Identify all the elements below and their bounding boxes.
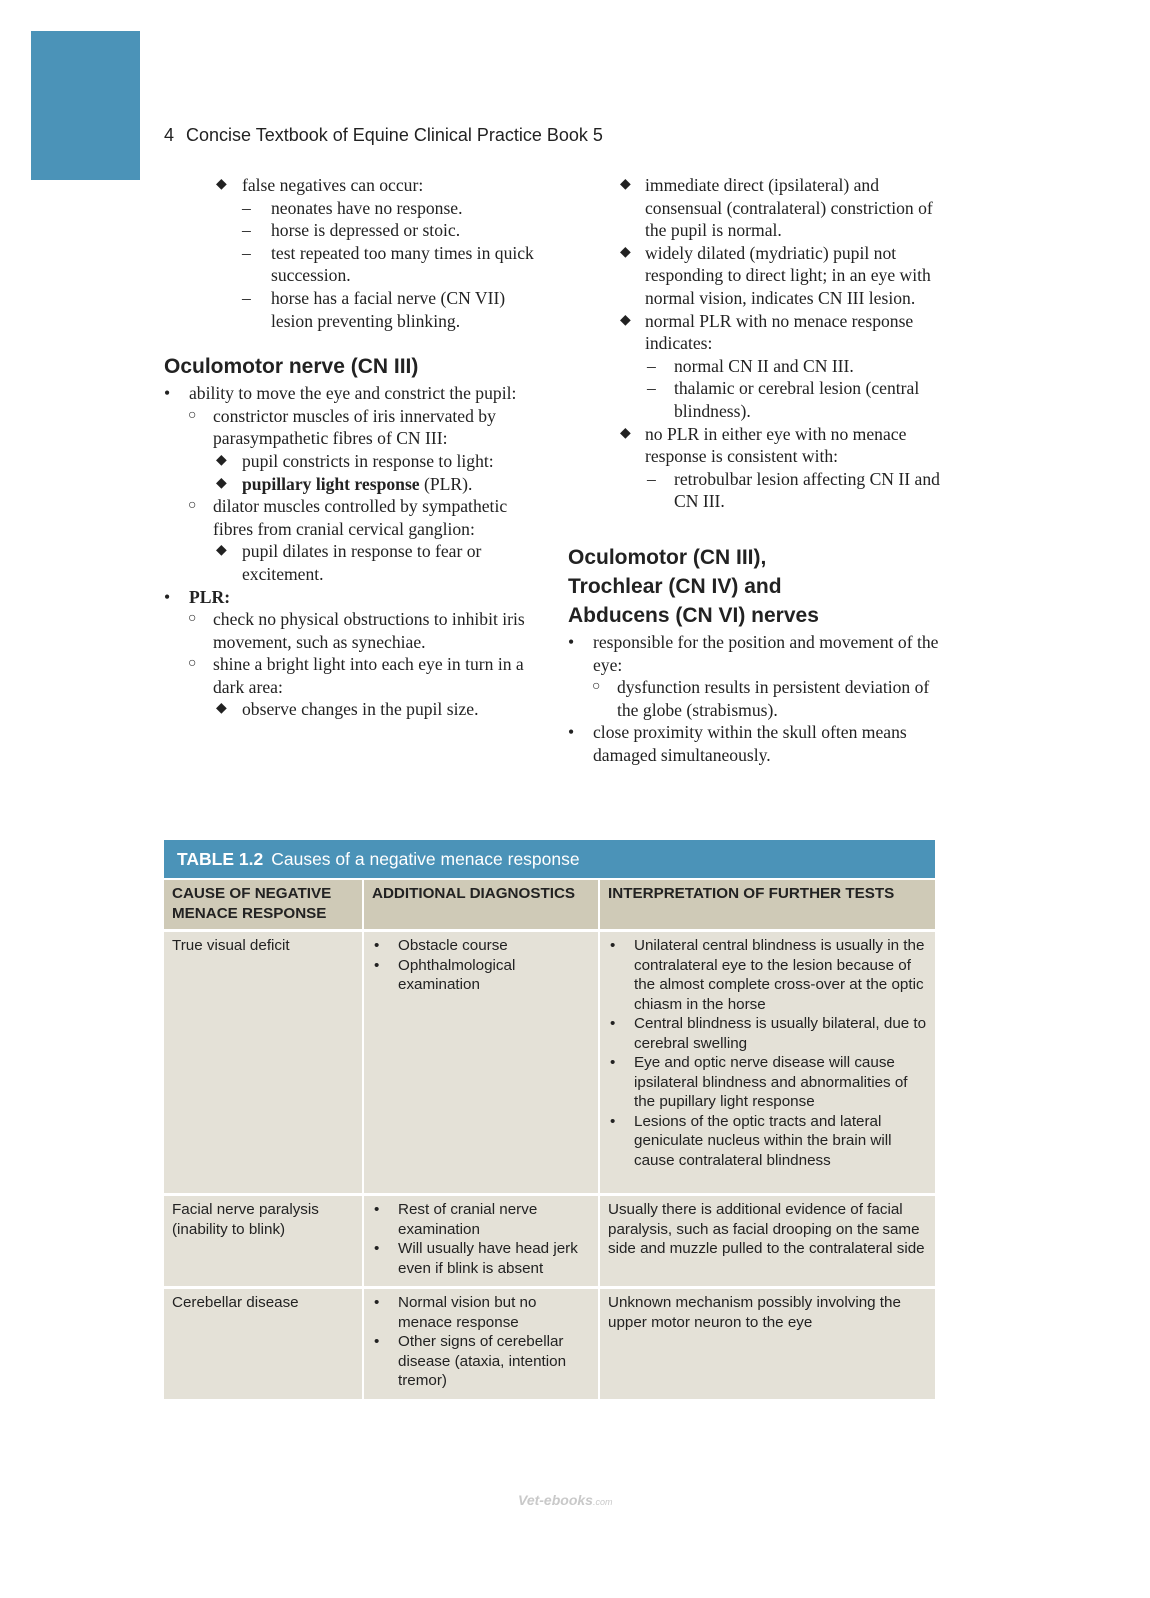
cause-cell: Facial nerve paralysis (inability to blink): [164, 1195, 363, 1288]
list-item: ◆ pupil dilates in response to fear or excitement.: [216, 541, 482, 584]
bullet-icon: •: [374, 937, 380, 954]
list-item: • ability to move the eye and constrict the pupil:: [164, 383, 517, 404]
list-item: – test repeated too many times in quick succession.: [242, 242, 534, 286]
table-title: Causes of a negative menace response: [271, 849, 580, 869]
list-item: • Obstacle course: [374, 937, 508, 954]
left-column: [164, 174, 539, 721]
list-item: • Central blindness is usually bilateral, due to cerebral swelling: [610, 1015, 927, 1052]
diamond-bullet-icon: ◆: [216, 701, 227, 717]
watermark-logo: Vet-ebooks.com: [518, 1492, 613, 1508]
bullet-icon: •: [610, 1015, 616, 1032]
list-item: ◆ immediate direct (ipsilateral) and consensual (contralateral) constriction of the pupil is normal.: [620, 175, 933, 241]
table-row: [164, 1195, 935, 1288]
table-1-2: [164, 840, 935, 1399]
list-item: – thalamic or cerebral lesion (central blindness).: [647, 378, 920, 421]
diagnostics-cell: [363, 931, 599, 1195]
list-item: ○ shine a bright light into each eye in turn in a dark area:: [188, 654, 524, 697]
circle-bullet-icon: ○: [188, 611, 197, 627]
list-item: ◆ normal PLR with no menace response indicates:: [620, 310, 914, 354]
list-item: ○ dysfunction results in persistent deviation of the globe (strabismus).: [592, 677, 930, 720]
list-item: – retrobulbar lesion affecting CN II and CN III.: [647, 468, 940, 512]
list-item: ◆ pupil constricts in response to light:: [216, 450, 494, 471]
cause-cell: Cerebellar disease: [164, 1288, 363, 1399]
bullet-icon: •: [164, 586, 171, 607]
book-title: Concise Textbook of Equine Clinical Practice Book 5: [186, 125, 603, 145]
list-item: ◆ pupillary light response (PLR).: [216, 473, 473, 494]
bullet-icon: •: [374, 1201, 380, 1218]
table-row: [164, 931, 935, 1195]
circle-bullet-icon: ○: [592, 679, 601, 695]
list-item: • Unilateral central blindness is usually in the contralateral eye to the lesion because of the almost complete cross-over at the optic chiasm in the horse: [610, 937, 925, 1013]
bullet-icon: •: [610, 1112, 616, 1130]
dash-bullet-icon: –: [242, 220, 251, 241]
list-item: – horse has a facial nerve (CN VII) lesion preventing blinking.: [242, 287, 506, 331]
bullet-icon: •: [164, 383, 171, 404]
interpretation-cell: [599, 931, 935, 1195]
chapter-tab: [31, 31, 140, 180]
list-item: ◆ false negatives can occur:: [216, 175, 424, 195]
diamond-bullet-icon: ◆: [620, 312, 631, 328]
bullet-icon: •: [568, 631, 575, 652]
diamond-bullet-icon: ◆: [216, 452, 227, 468]
interpretation-cell: Usually there is additional evidence of facial paralysis, such as facial drooping on the same side and muzzle pulled to the contralateral side: [599, 1195, 935, 1288]
bullet-icon: •: [374, 1333, 380, 1350]
list-item: • Ophthalmological examination: [374, 956, 516, 993]
diamond-bullet-icon: ◆: [216, 475, 227, 491]
list-item: • responsible for the position and movement of the eye:: [568, 631, 939, 675]
diamond-bullet-icon: ◆: [620, 244, 631, 260]
column-header: CAUSE OF NEGATIVE MENACE RESPONSE: [164, 879, 363, 931]
list-item: ◆ no PLR in either eye with no menace response is consistent with:: [620, 423, 907, 467]
list-item: • Lesions of the optic tracts and lateral geniculate nucleus within the brain will cause contralateral blindness: [610, 1112, 892, 1169]
bullet-icon: •: [374, 1294, 380, 1311]
table-row: [164, 1288, 935, 1399]
list-item: • Eye and optic nerve disease will cause ipsilateral blindness and abnormalities of the pupillary light response: [610, 1054, 908, 1110]
bullet-icon: •: [568, 722, 575, 743]
dash-bullet-icon: –: [647, 468, 656, 489]
dash-bullet-icon: –: [242, 242, 251, 263]
list-item: • Rest of cranial nerve examination: [374, 1201, 538, 1238]
diamond-bullet-icon: ◆: [216, 543, 227, 559]
dash-bullet-icon: –: [647, 355, 656, 376]
diamond-bullet-icon: ◆: [620, 425, 631, 441]
diagnostics-cell: [363, 1288, 599, 1399]
list-item: ○ constrictor muscles of iris innervated by parasympathetic fibres of CN III:: [188, 405, 496, 449]
diamond-bullet-icon: ◆: [216, 177, 227, 192]
section-heading: Oculomotor (CN III), Trochlear (CN IV) and Abducens (CN VI) nerves: [568, 545, 819, 627]
column-header: INTERPRETATION OF FURTHER TESTS: [599, 879, 935, 931]
right-column: [568, 174, 948, 766]
circle-bullet-icon: ○: [188, 498, 197, 514]
bullet-icon: •: [374, 1240, 380, 1257]
section-heading: Oculomotor nerve (CN III): [164, 355, 419, 379]
table-label: TABLE 1.2: [177, 849, 264, 869]
table-header-row: [164, 879, 935, 931]
list-item: • PLR:: [164, 586, 231, 607]
diagnostics-cell: [363, 1195, 599, 1288]
cause-cell: True visual deficit: [164, 931, 363, 1195]
interpretation-cell: Unknown mechanism possibly involving the upper motor neuron to the eye: [599, 1288, 935, 1399]
list-item: – neonates have no response.: [242, 197, 463, 218]
page-number: 4: [164, 125, 175, 145]
circle-bullet-icon: ○: [188, 407, 197, 423]
list-item: • Normal vision but no menace response: [374, 1294, 537, 1331]
list-item: – horse is depressed or stoic.: [242, 220, 461, 241]
running-header: [164, 125, 603, 146]
table-caption: [164, 840, 935, 878]
list-item: – normal CN II and CN III.: [647, 355, 854, 376]
list-item: • close proximity within the skull often means damaged simultaneously.: [568, 722, 907, 765]
bullet-icon: •: [610, 1054, 616, 1071]
column-header: ADDITIONAL DIAGNOSTICS: [363, 879, 599, 931]
menace-response-table: [164, 878, 935, 1399]
list-item: ○ check no physical obstructions to inhibit iris movement, such as synechiae.: [188, 609, 525, 652]
bullet-icon: •: [610, 937, 616, 954]
list-item: ◆ observe changes in the pupil size.: [216, 699, 479, 720]
list-item: ◆ widely dilated (mydriatic) pupil not responding to direct light; in an eye with normal vision, indicates CN III lesion.: [620, 242, 931, 308]
diamond-bullet-icon: ◆: [620, 177, 631, 192]
dash-bullet-icon: –: [242, 197, 251, 218]
bullet-icon: •: [374, 956, 380, 974]
list-item: • Will usually have head jerk even if blink is absent: [374, 1240, 578, 1277]
dash-bullet-icon: –: [242, 287, 251, 308]
list-item: ○ dilator muscles controlled by sympathetic fibres from cranial cervical ganglion:: [188, 496, 508, 539]
list-item: • Other signs of cerebellar disease (ataxia, intention tremor): [374, 1333, 567, 1389]
dash-bullet-icon: –: [647, 378, 656, 399]
circle-bullet-icon: ○: [188, 656, 197, 672]
